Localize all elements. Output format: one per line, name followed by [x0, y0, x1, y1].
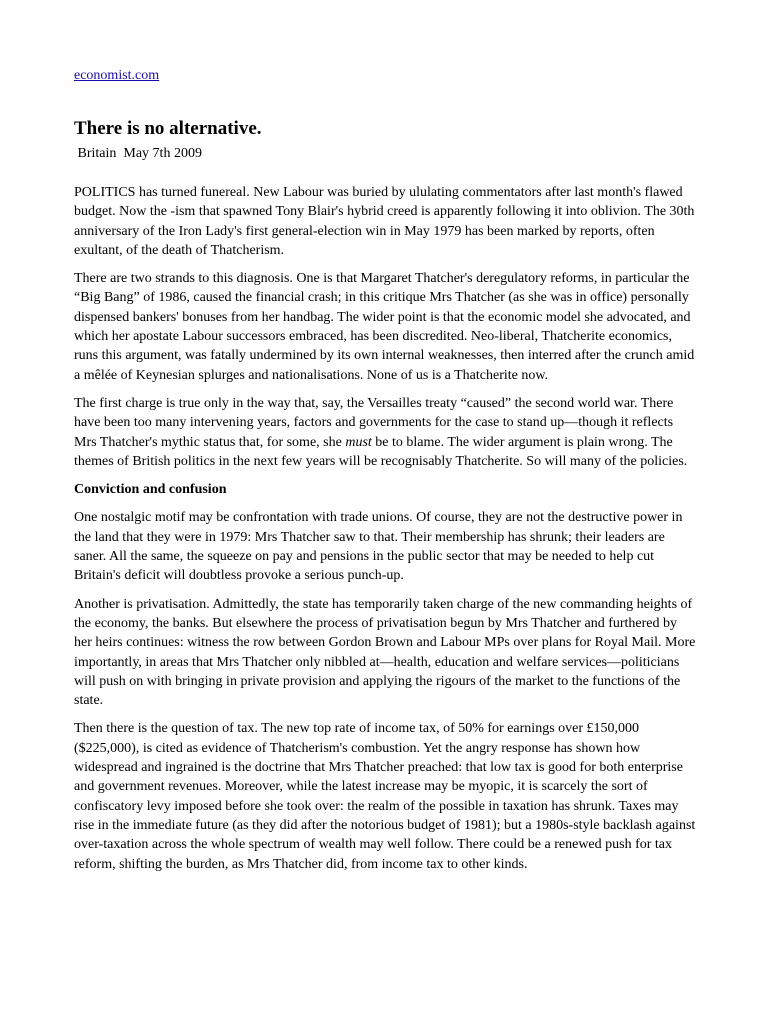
- paragraph: [74, 394, 698, 471]
- subheading: Conviction and confusion: [74, 482, 227, 498]
- site-link[interactable]: economist.com: [74, 68, 160, 83]
- paragraph: There are two strands to this diagnosis. One is that Margaret Thatcher's deregulatory reforms, in particular the “Big Bang” of 1986, caused the financial crash; in this critique Mrs Thatcher (as she was in office) personally dispensed bankers' bonuses from her handbag. The wider point is that the economic model she advocated, and which her apostate Labour successors embraced, has been discredited. Neo-liberal, Thatcherite economics, runs this argument, was fatally undermined by its own internal weaknesses, then interred after the crunch amid a mêlée of Keynesian splurges and nationalisations. None of us is a Thatcherite now.: [74, 271, 695, 383]
- paragraph: POLITICS has turned funereal. New Labour was buried by ululating commentators after last month's flawed budget. Now the -ism that spawned Tony Blair's hybrid creed is apparently following it into oblivion. The 30th anniversary of the Iron Lady's first general-election win in May 1979 has been marked by reports, often exultant, of the death of Thatcherism.: [74, 185, 695, 258]
- article-section: Britain: [77, 146, 117, 161]
- paragraph: Then there is the question of tax. The new top rate of income tax, of 50% for earnings over £150,000 ($225,000), is cited as evidence of Thatcherism's combustion. Yet the angry response has shown how widespread and ingrained is the doctrine that Mrs Thatcher preached: that low tax is good for both enterprise and government revenues. Moreover, while the latest increase may be myopic, it is scarcely the sort of confiscatory levy imposed before she took over: the realm of the possible in taxation has shrunk. Taxes may rise in the immediate future (as they did after the notorious budget of 1981); but a 1980s-style backlash against over-taxation across the whole spectrum of wealth may well follow. There could be a renewed push for tax reform, shifting the burden, as Mrs Thatcher did, from income tax to other kinds.: [74, 721, 696, 872]
- paragraph: One nostalgic motif may be confrontation with trade unions. Of course, they are not the destructive power in the land that they were in 1979: Mrs Thatcher saw to that. Their membership has shrunk; their leaders are saner. All the same, the squeeze on pay and pensions in the public sector that may be needed to help cut Britain's deficit will doubtless provoke a serious punch-up.: [74, 510, 683, 584]
- paragraph-text: be to blame. The wider argument is plain wrong. The themes of British politics in the next few years will be recognisably Thatcherite. So will many of the policies.: [74, 434, 688, 469]
- article-page: [74, 66, 698, 883]
- emphasis: must: [345, 434, 372, 450]
- paragraph: Another is privatisation. Admittedly, the state has temporarily taken charge of the new commanding heights of the economy, the banks. But elsewhere the process of privatisation begun by Mrs Thatcher and furthered by her heirs continues: witness the row between Gordon Brown and Labour MPs over plans for Royal Mail. More importantly, in areas that Mrs Thatcher only nibbled at—health, education and welfare services—politicians will push on with bringing in private provision and applying the rigours of the market to the functions of the state.: [74, 596, 696, 709]
- article-title: There is no alternative.: [74, 118, 262, 139]
- article-date: May 7th 2009: [123, 146, 202, 161]
- article-meta: [74, 144, 698, 164]
- paragraph-text: The first charge is true only in the way that, say, the Versailles treaty “caused” the second world war. There have been too many intervening years, factors and governments for the case to stand up—though it reflects Mrs Thatcher's mythic status that, for some, she: [74, 395, 674, 450]
- article-body: [74, 183, 698, 874]
